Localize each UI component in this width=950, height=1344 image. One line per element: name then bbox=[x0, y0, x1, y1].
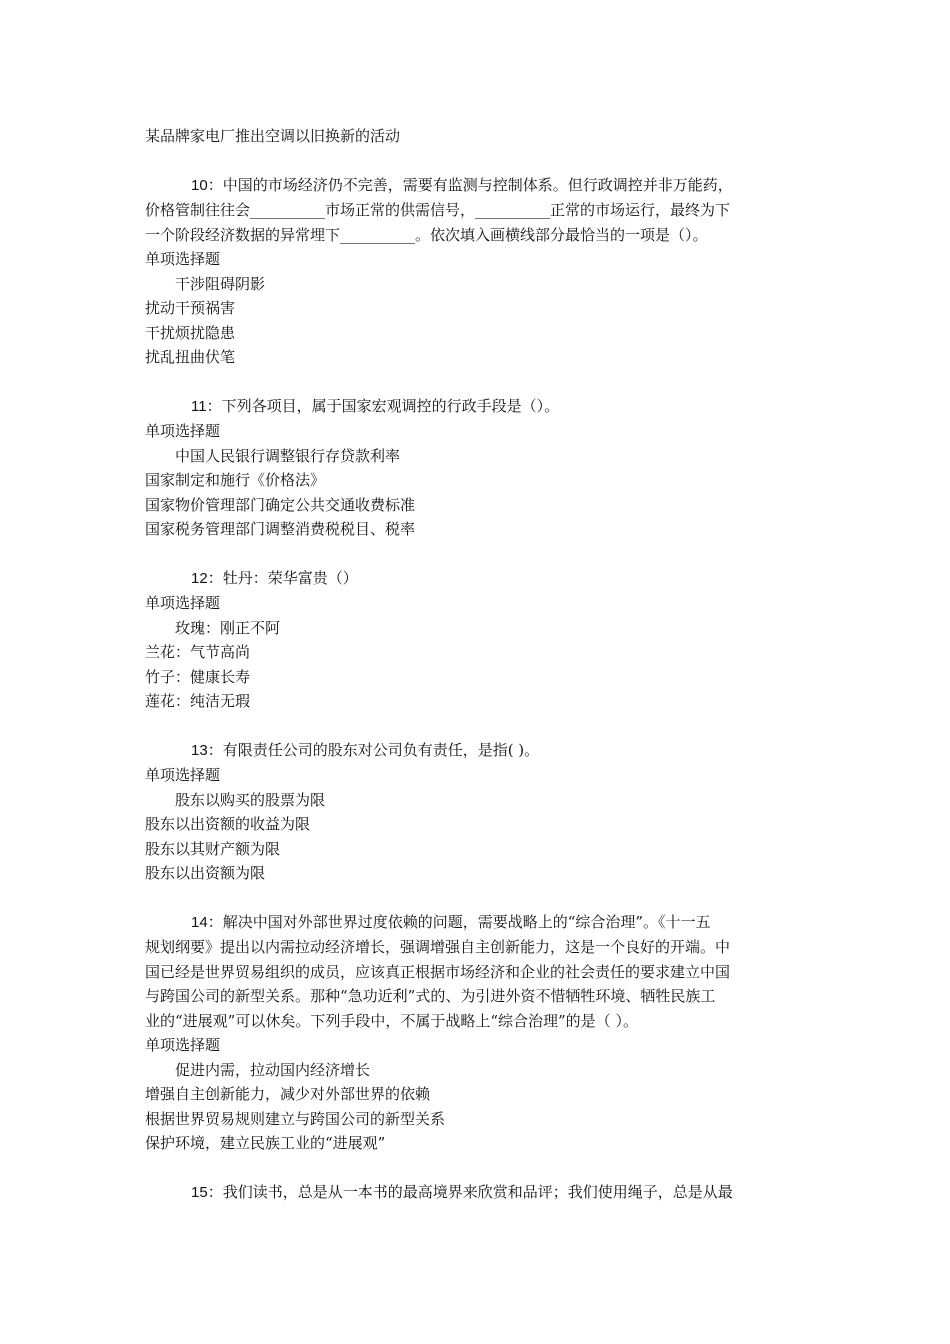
question-type: 单项选择题 bbox=[145, 422, 221, 440]
question-line: 价格管制往往会__________市场正常的供需信号，__________正常的市场运行，最终为下 bbox=[145, 201, 731, 219]
question-line: ：我们读书，总是从一本书的最高境界来欣赏和品评；我们使用绳子，总是从最 bbox=[207, 1182, 733, 1201]
option-c: 股东以其财产额为限 bbox=[145, 839, 281, 858]
option-b: 扰动干预祸害 bbox=[145, 299, 236, 317]
option-c: 国家物价管理部门确定公共交通收费标准 bbox=[145, 495, 416, 514]
question-text bbox=[145, 566, 809, 592]
question-type: 单项选择题 bbox=[145, 1036, 221, 1054]
question-number: 15 bbox=[191, 1183, 208, 1201]
question-13 bbox=[145, 738, 809, 886]
intro-text: 某品牌家电厂推出空调以旧换新的活动 bbox=[145, 127, 401, 145]
option-b: 增强自主创新能力，减少对外部世界的依赖 bbox=[145, 1085, 431, 1103]
option-d: 保护环境，建立民族工业的“进展观” bbox=[145, 1134, 386, 1152]
question-type: 单项选择题 bbox=[145, 250, 221, 268]
option-a: 玫瑰：刚正不阿 bbox=[175, 618, 281, 637]
question-line: ：有限责任公司的股东对公司负有责任，是指( )。 bbox=[207, 740, 540, 759]
option-b: 国家制定和施行《价格法》 bbox=[145, 471, 326, 489]
option-c: 根据世界贸易规则建立与跨国公司的新型关系 bbox=[145, 1109, 446, 1128]
document-page bbox=[145, 124, 809, 1229]
question-number: 10 bbox=[191, 176, 208, 194]
question-text bbox=[145, 173, 809, 199]
question-number: 12 bbox=[191, 569, 208, 587]
option-b: 股东以出资额的收益为限 bbox=[145, 815, 311, 833]
option-a: 促进内需，拉动国内经济增长 bbox=[175, 1060, 371, 1079]
option-d: 股东以出资额为限 bbox=[145, 864, 266, 882]
question-number: 14 bbox=[191, 913, 208, 931]
question-text bbox=[145, 394, 809, 420]
question-number: 13 bbox=[191, 741, 208, 759]
question-text bbox=[145, 910, 809, 936]
option-a: 干涉阻碍阴影 bbox=[175, 274, 266, 293]
question-number: 11 bbox=[191, 397, 207, 415]
question-line: 规划纲要》提出以内需拉动经济增长，强调增强自主创新能力，这是一个良好的开端。中 bbox=[145, 938, 731, 956]
question-line: 国已经是世界贸易组织的成员，应该真正根据市场经济和企业的社会责任的要求建立中国 bbox=[145, 962, 731, 981]
option-a: 中国人民银行调整银行存贷款利率 bbox=[175, 446, 401, 465]
question-line: 业的“进展观”可以休矣。下列手段中，不属于战略上“综合治理”的是（ ）。 bbox=[145, 1011, 638, 1030]
question-12 bbox=[145, 566, 809, 714]
option-b: 兰花：气节高尚 bbox=[145, 643, 251, 661]
option-d: 扰乱扭曲伏笔 bbox=[145, 348, 236, 366]
question-line: ：下列各项目，属于国家宏观调控的行政手段是（）。 bbox=[206, 396, 560, 415]
question-line: 与跨国公司的新型关系。那种“急功近利”式的、为引进外资不惜牺牲环境、牺牲民族工 bbox=[145, 987, 716, 1005]
question-line: ：牡丹：荣华富贵（） bbox=[207, 568, 358, 587]
option-c: 竹子：健康长寿 bbox=[145, 667, 251, 686]
question-11 bbox=[145, 394, 809, 542]
question-15 bbox=[145, 1180, 809, 1206]
question-type: 单项选择题 bbox=[145, 766, 221, 784]
question-line: 一个阶段经济数据的异常埋下__________。依次填入画横线部分最恰当的一项是（）。 bbox=[145, 225, 708, 244]
question-14 bbox=[145, 910, 809, 1156]
question-type: 单项选择题 bbox=[145, 594, 221, 612]
question-10 bbox=[145, 173, 809, 370]
option-a: 股东以购买的股票为限 bbox=[175, 790, 326, 809]
option-d: 莲花：纯洁无瑕 bbox=[145, 692, 251, 710]
question-line: ：中国的市场经济仍不完善，需要有监测与控制体系。但行政调控并非万能药， bbox=[207, 175, 733, 194]
question-line: ：解决中国对外部世界过度依赖的问题，需要战略上的“综合治理”。《十一五 bbox=[207, 912, 711, 931]
question-text bbox=[145, 1180, 809, 1206]
option-c: 干扰烦扰隐患 bbox=[145, 323, 236, 342]
option-d: 国家税务管理部门调整消费税税目、税率 bbox=[145, 520, 416, 538]
question-text bbox=[145, 738, 809, 764]
